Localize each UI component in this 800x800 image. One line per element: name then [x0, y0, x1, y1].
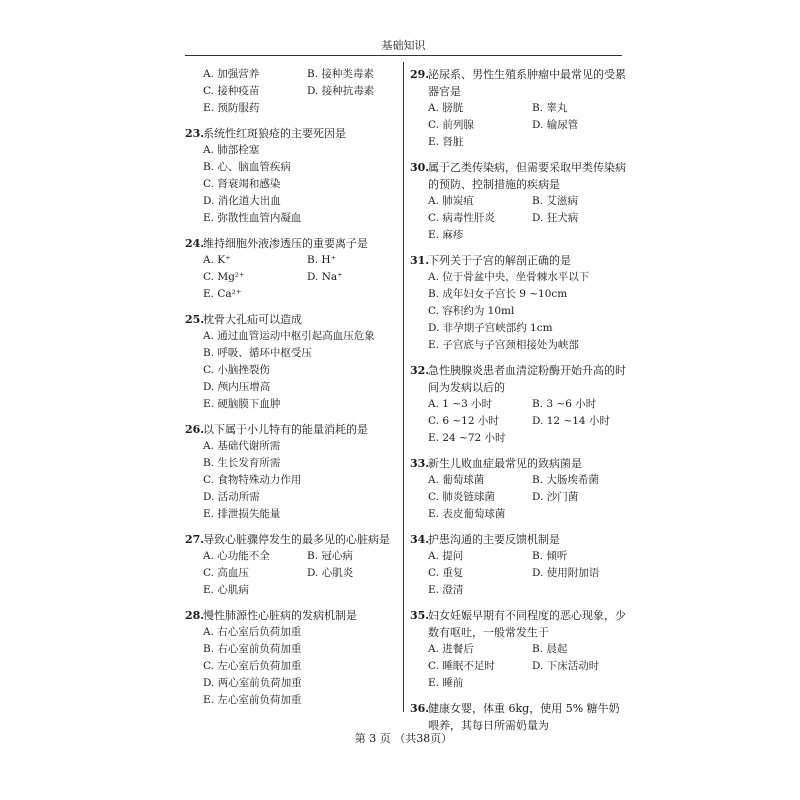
answer-option: A. 提问	[428, 550, 464, 562]
answer-option: C. 容积约为 10ml	[428, 305, 515, 317]
question-number: 25.	[185, 313, 205, 326]
question-text: 下列关于子宫的解剖正确的是	[428, 254, 571, 267]
answer-option: B. 生长发育所需	[203, 457, 281, 469]
question-number: 36.	[410, 702, 430, 715]
answer-options	[203, 142, 405, 227]
answer-options	[428, 269, 630, 354]
answer-option: B. 呼吸、循环中枢受压	[203, 347, 312, 359]
answer-option: E. 排泄损失能量	[203, 508, 281, 520]
question-block	[410, 607, 630, 692]
question-block	[410, 362, 630, 447]
answer-option: E. 弥散性血管内凝血	[203, 212, 302, 224]
answer-option: A. 膀胱	[428, 102, 464, 114]
answer-options	[203, 548, 405, 599]
answer-option: C. 小脑挫裂伤	[203, 364, 270, 376]
answer-option: D. 沙门菌	[532, 491, 579, 503]
question-text: 慢性肺源性心脏病的发病机制是	[203, 609, 357, 622]
answer-option: C. Mg²⁺	[203, 271, 245, 283]
answer-option: D. 心肌炎	[307, 567, 354, 579]
answer-option: C. 前列腺	[428, 119, 474, 131]
answer-options	[428, 193, 630, 244]
question-stem	[185, 421, 405, 438]
answer-option: A. 加强营养	[203, 68, 260, 80]
question-block	[185, 607, 405, 709]
question-block	[410, 455, 630, 523]
right-column	[410, 66, 630, 742]
question-number: 32.	[410, 364, 430, 377]
question-block	[185, 531, 405, 599]
question-stem	[410, 362, 630, 396]
answer-option: C. 肾衰竭和感染	[203, 178, 281, 190]
question-stem	[185, 531, 405, 548]
question-stem	[410, 66, 630, 100]
answer-option: D. 非孕期子宫峡部约 1cm	[428, 322, 553, 334]
answer-option: D. Na⁺	[307, 271, 343, 283]
question-number: 29.	[410, 68, 430, 81]
question-text: 泌尿系、男性生殖系肿瘤中最常见的受累器官是	[428, 68, 626, 98]
question-block	[410, 159, 630, 244]
answer-option: E. 左心室前负荷加重	[203, 694, 302, 706]
answer-option: D. 下床活动时	[532, 660, 600, 672]
answer-option: A. 1 ~3 小时	[428, 398, 493, 410]
question-text: 枕骨大孔疝可以造成	[203, 313, 302, 326]
answer-option: E. 硬脑膜下血肿	[203, 398, 281, 410]
question-block	[185, 66, 405, 117]
answer-option: B. 心、脑血管疾病	[203, 161, 291, 173]
answer-option: C. 接种疫苗	[203, 85, 260, 97]
answer-option: D. 接种抗毒素	[307, 85, 375, 97]
answer-options	[203, 624, 405, 709]
answer-option: C. 食物特殊动力作用	[203, 474, 302, 486]
question-number: 35.	[410, 609, 430, 622]
question-number: 30.	[410, 161, 430, 174]
question-number: 31.	[410, 254, 430, 267]
question-number: 26.	[185, 423, 205, 436]
answer-option: D. 消化道大出血	[203, 195, 281, 207]
answer-options	[428, 548, 630, 599]
answer-option: E. 肾脏	[428, 136, 464, 148]
question-text: 系统性红斑狼疮的主要死因是	[203, 127, 346, 140]
answer-option: D. 两心室前负荷加重	[203, 677, 302, 689]
answer-option: E. 子宫底与子宫颈相接处为峡部	[428, 339, 579, 351]
answer-option: C. 左心室后负荷加重	[203, 660, 302, 672]
answer-option: A. 进餐后	[428, 643, 474, 655]
answer-option: B. 冠心病	[307, 550, 353, 562]
answer-option: A. 肺炭疽	[428, 195, 474, 207]
answer-option: A. 通过血管运动中枢引起高血压危象	[203, 330, 375, 342]
question-block	[410, 66, 630, 151]
question-stem	[185, 311, 405, 328]
question-stem	[185, 125, 405, 142]
question-stem	[410, 607, 630, 641]
answer-option: A. K⁺	[203, 254, 231, 266]
answer-option: B. 右心室前负荷加重	[203, 643, 302, 655]
answer-option: E. 澄清	[428, 584, 464, 596]
answer-option: B. 成年妇女子宫长 9 ~10cm	[428, 288, 568, 300]
question-text: 护患沟通的主要反馈机制是	[428, 533, 560, 546]
question-stem	[410, 159, 630, 193]
answer-option: E. 表皮葡萄球菌	[428, 508, 506, 520]
header-rule	[185, 55, 622, 56]
question-number: 33.	[410, 457, 430, 470]
question-stem	[410, 531, 630, 548]
answer-option: A. 葡萄球菌	[428, 474, 485, 486]
question-block	[185, 311, 405, 413]
question-stem	[185, 235, 405, 252]
answer-option: B. 接种类毒素	[307, 68, 374, 80]
answer-option: A. 位于骨盆中央，坐骨棘水平以下	[428, 271, 590, 283]
answer-option: E. 预防服药	[203, 102, 260, 114]
question-number: 24.	[185, 237, 205, 250]
left-column	[185, 66, 405, 717]
answer-options	[203, 438, 405, 523]
answer-options	[203, 66, 405, 117]
question-block	[185, 125, 405, 227]
question-number: 28.	[185, 609, 205, 622]
answer-option: B. H⁺	[307, 254, 337, 266]
question-block	[185, 421, 405, 523]
question-stem	[410, 700, 630, 734]
answer-option: C. 6 ~12 小时	[428, 415, 499, 427]
answer-option: C. 病毒性肝炎	[428, 212, 495, 224]
answer-options	[428, 100, 630, 151]
question-text: 属于乙类传染病，但需要采取甲类传染病的预防、控制措施的疾病是	[428, 161, 626, 191]
answer-options	[428, 396, 630, 447]
question-text: 以下属于小儿特有的能量消耗的是	[203, 423, 368, 436]
answer-option: E. 麻疹	[428, 229, 464, 241]
answer-option: B. 3 ~6 小时	[532, 398, 597, 410]
answer-option: A. 基础代谢所需	[203, 440, 281, 452]
question-text: 维持细胞外液渗透压的重要离子是	[203, 237, 368, 250]
answer-option: A. 右心室后负荷加重	[203, 626, 302, 638]
answer-option: C. 重复	[428, 567, 464, 579]
answer-option: D. 使用附加语	[532, 567, 600, 579]
question-stem	[410, 455, 630, 472]
answer-option: B. 艾滋病	[532, 195, 578, 207]
question-block	[185, 235, 405, 303]
answer-option: E. Ca²⁺	[203, 288, 242, 300]
page-header-title: 基础知识	[381, 39, 426, 52]
question-block	[410, 531, 630, 599]
answer-options	[428, 472, 630, 523]
answer-option: B. 晨起	[532, 643, 568, 655]
question-text: 导致心脏骤停发生的最多见的心脏病是	[203, 533, 390, 546]
answer-option: A. 心功能不全	[203, 550, 270, 562]
answer-option: D. 颅内压增高	[203, 381, 271, 393]
answer-option: D. 狂犬病	[532, 212, 579, 224]
answer-options	[428, 641, 630, 692]
answer-options	[203, 252, 405, 303]
answer-option: B. 倾听	[532, 550, 568, 562]
answer-option: D. 12 ~14 小时	[532, 415, 610, 427]
question-block	[410, 700, 630, 734]
answer-option: C. 睡眠不足时	[428, 660, 495, 672]
question-number: 23.	[185, 127, 205, 140]
answer-option: E. 心肌病	[203, 584, 249, 596]
answer-option: B. 大肠埃希菌	[532, 474, 599, 486]
answer-option: C. 高血压	[203, 567, 249, 579]
question-stem	[185, 607, 405, 624]
answer-options	[203, 328, 405, 413]
answer-option: E. 睡前	[428, 677, 464, 689]
question-text: 健康女婴，体重 6kg，使用 5% 糖牛奶喂养，其每日所需奶量为	[428, 702, 620, 732]
question-number: 34.	[410, 533, 430, 546]
answer-option: D. 活动所需	[203, 491, 260, 503]
answer-option: D. 输尿管	[532, 119, 579, 131]
question-number: 27.	[185, 533, 205, 546]
page-footer: 第 3 页 （共38页）	[354, 732, 453, 745]
question-text: 新生儿败血症最常见的致病菌是	[428, 457, 582, 470]
question-text: 急性胰腺炎患者血清淀粉酶开始升高的时间为发病以后的	[428, 364, 626, 394]
question-text: 妇女妊娠早期有不同程度的恶心现象，少数有呕吐，一般常发生于	[428, 609, 626, 639]
answer-option: E. 24 ~72 小时	[428, 432, 506, 444]
question-stem	[410, 252, 630, 269]
answer-option: A. 肺部栓塞	[203, 144, 260, 156]
answer-option: B. 睾丸	[532, 102, 568, 114]
question-block	[410, 252, 630, 354]
answer-option: C. 肺炎链球菌	[428, 491, 495, 503]
